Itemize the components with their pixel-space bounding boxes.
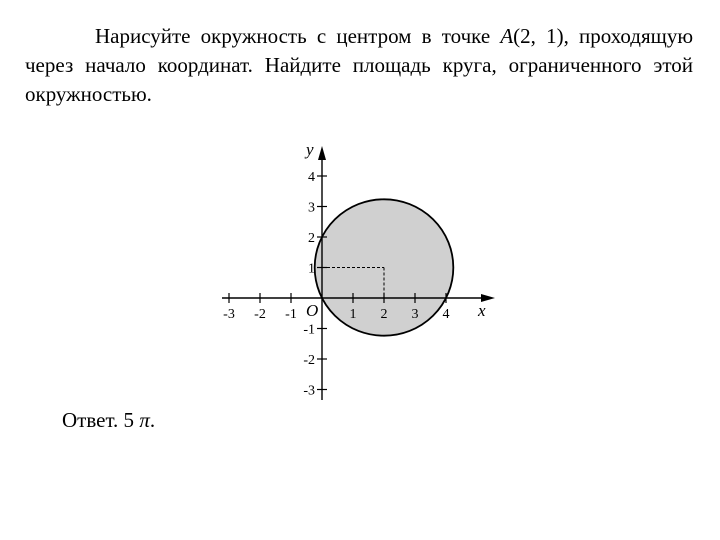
problem-text-part2: (2, 1), проходящую через начало координат. Найдите площадь круга, ограниченного этой окружностью. <box>25 24 694 106</box>
x-tick-label: 1 <box>349 307 357 322</box>
x-tick-label: 3 <box>411 307 419 322</box>
y-tick-label: 2 <box>308 231 315 246</box>
problem-text-part1: Нарисуйте окружность с центром в точке <box>95 24 501 48</box>
answer-end: . <box>149 408 156 432</box>
point-name: A <box>500 24 514 48</box>
x-tick-label: -1 <box>285 307 297 322</box>
y-tick-label: -1 <box>303 322 315 338</box>
y-axis-arrow <box>318 146 326 160</box>
answer-pi: π <box>139 408 150 432</box>
x-tick-label: -2 <box>254 307 266 322</box>
x-tick-label: 4 <box>442 307 450 322</box>
x-axis-label: x <box>478 301 486 320</box>
y-tick-label: 1 <box>308 261 315 277</box>
y-tick-label: -2 <box>303 353 315 368</box>
origin-label: O <box>306 301 319 320</box>
x-tick-label: 2 <box>380 307 388 322</box>
y-axis-label: y <box>306 140 314 159</box>
y-tick-label: 4 <box>308 170 315 185</box>
problem-statement <box>25 22 693 109</box>
x-tick-label: -3 <box>223 307 235 322</box>
y-tick-label: -3 <box>303 383 315 399</box>
answer-label: Ответ. 5 <box>62 408 140 432</box>
y-tick-label: 3 <box>308 200 315 216</box>
coordinate-figure <box>210 138 500 403</box>
answer <box>62 408 155 433</box>
